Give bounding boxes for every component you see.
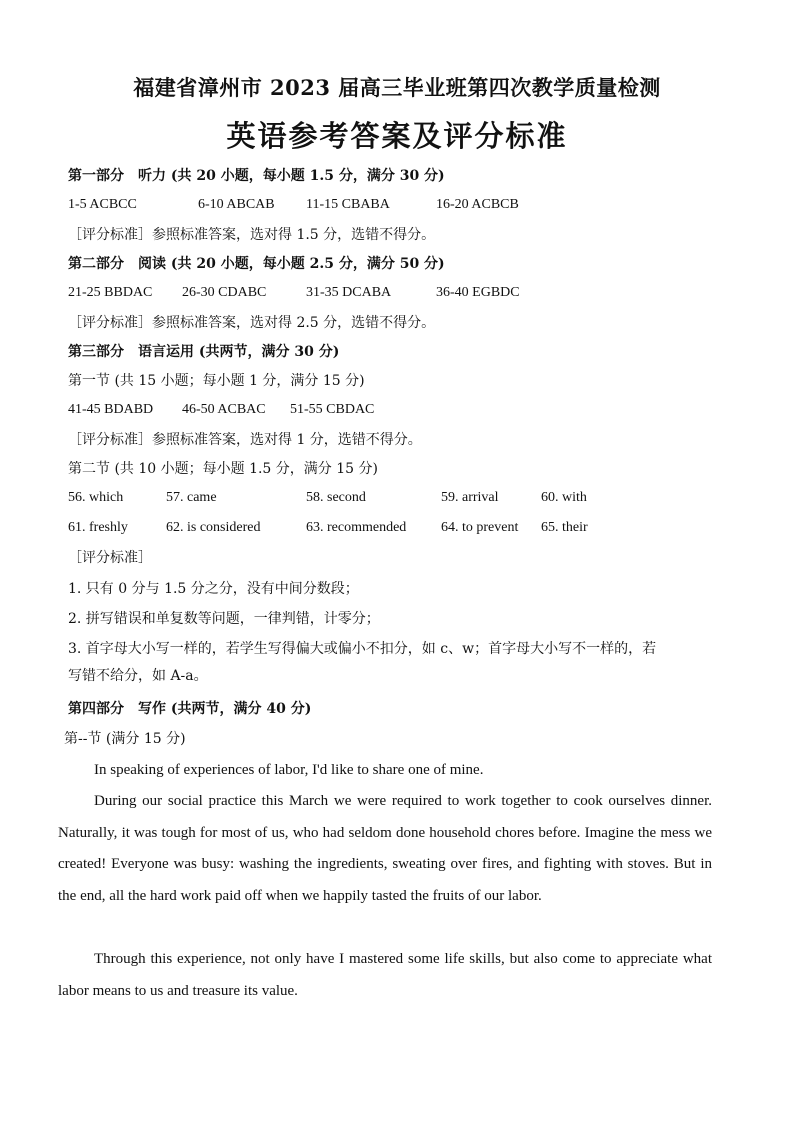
part1-heading: 第一部分 听力 (共 20 小题，每小题 1.5 分，满分 30 分) [68,168,445,184]
answer-group: 11-15 CBABA [306,197,390,212]
essay-paragraph-3: Through this experience, not only have I mastered some life skills, but also come to appreciate what labor means to us and treasure its value. [58,951,712,999]
part3-heading: 第三部分 语言运用 (共两节，满分 30 分) [68,344,340,360]
document-subtitle: 英语参考答案及评分标准 [226,119,568,153]
essay-paragraph-1: In speaking of experiences of labor, I'd like to share one of mine. [94,762,484,778]
part3-section1-rule: ［评分标准］参照标准答案，选对得 1 分，选错不得分。 [68,432,422,448]
part3-section2-heading: 第二节 (共 10 小题；每小题 1.5 分，满分 15 分) [68,461,378,477]
part3-section2-rule-heading: ［评分标准］ [68,550,152,566]
fill-answer: 63. recommended [306,520,407,535]
part1-rule: ［评分标准］参照标准答案，选对得 1.5 分，选错不得分。 [68,227,436,243]
fill-answer: 57. came [166,490,217,505]
fill-answer: 65. their [541,520,588,535]
part2-rule: ［评分标准］参照标准答案，选对得 2.5 分，选错不得分。 [68,315,436,331]
essay-paragraph-2: During our social practice this March we were required to work together to cook ourselves dinner. Naturally, it was tough for most of us, who had seldom done household chores before. Imagine the mess we created! Everyone was busy: washing the ingredients, sweating over fires, and fighting with stoves. But in the end, all the hard work paid off when we happily tasted the fruits of our labor. [58,793,712,904]
fill-answer: 62. is considered [166,520,261,535]
answer-group: 6-10 ABCAB [198,197,275,212]
scoring-rule-3-cont: 写错不给分，如 A-a。 [68,668,208,684]
part2-heading: 第二部分 阅读 (共 20 小题，每小题 2.5 分，满分 50 分) [68,256,445,272]
scoring-rule-2: 2. 拼写错误和单复数等问题，一律判错，计零分； [68,611,380,627]
answer-group: 46-50 ACBAC [182,402,266,417]
answer-group: 51-55 CBDAC [290,402,375,417]
fill-answer: 59. arrival [441,490,499,505]
answer-group: 21-25 BBDAC [68,285,153,300]
fill-answer: 56. which [68,490,124,505]
fill-answer: 61. freshly [68,520,128,535]
answer-group: 1-5 ACBCC [68,197,137,212]
scoring-rule-1: 1. 只有 0 分与 1.5 分之分，没有中间分数段； [68,581,359,597]
scoring-rule-3: 3. 首字母大小写一样的，若学生写得偏大或偏小不扣分，如 c、w；首字母大小写不一样的，若 [68,641,657,657]
answer-group: 36-40 EGBDC [436,285,520,300]
part4-section1-heading: 第--节 (满分 15 分) [64,731,186,747]
exam-title: 福建省漳州市 2023 届高三毕业班第四次教学质量检测 [133,75,661,100]
part4-heading: 第四部分 写作 (共两节，满分 40 分) [68,701,312,717]
fill-answer: 58. second [306,490,366,505]
answer-group: 16-20 ACBCB [436,197,519,212]
fill-answer: 60. with [541,490,587,505]
answer-group: 26-30 CDABC [182,285,267,300]
answer-group: 41-45 BDABD [68,402,154,417]
part3-section1-heading: 第一节 (共 15 小题；每小题 1 分，满分 15 分) [68,373,365,389]
answer-group: 31-35 DCABA [306,285,392,300]
fill-answer: 64. to prevent [441,520,519,535]
